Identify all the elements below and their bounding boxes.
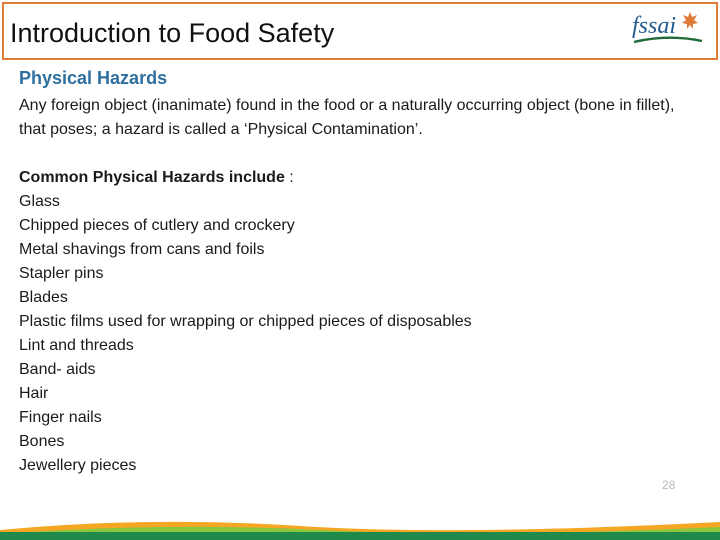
list-item: Blades xyxy=(19,289,68,306)
list-item: Glass xyxy=(19,193,60,210)
footer-band xyxy=(0,512,720,540)
list-item: Hair xyxy=(19,385,49,402)
slide-content xyxy=(19,66,699,478)
list-item: Finger nails xyxy=(19,409,102,426)
list-item: Chipped pieces of cutlery and crockery xyxy=(19,217,295,234)
title-bar xyxy=(2,2,718,60)
list-item: Plastic films used for wrapping or chipped pieces of disposables xyxy=(19,313,472,330)
list-item: Lint and threads xyxy=(19,337,134,354)
list-heading-colon: : xyxy=(284,169,294,186)
list-item: Jewellery pieces xyxy=(19,457,137,474)
list-item: Band- aids xyxy=(19,361,96,378)
list-item: Bones xyxy=(19,433,65,450)
intro-paragraph: Any foreign object (inanimate) found in the food or a naturally occurring object (bone in fillet), that poses; a hazard is called a ‘Physical Contamination’. xyxy=(19,97,675,138)
list-item: Metal shavings from cans and foils xyxy=(19,241,265,258)
hazard-list xyxy=(19,190,699,478)
list-heading-text: Common Physical Hazards include xyxy=(19,169,285,186)
list-item: Stapler pins xyxy=(19,265,104,282)
footer-bar xyxy=(0,532,720,540)
list-heading xyxy=(19,166,699,190)
section-heading: Physical Hazards xyxy=(19,68,168,88)
logo-text: fssai xyxy=(632,13,677,39)
fssai-logo xyxy=(630,8,706,50)
page-number: 28 xyxy=(662,478,676,492)
slide-title: Introduction to Food Safety xyxy=(10,18,335,48)
